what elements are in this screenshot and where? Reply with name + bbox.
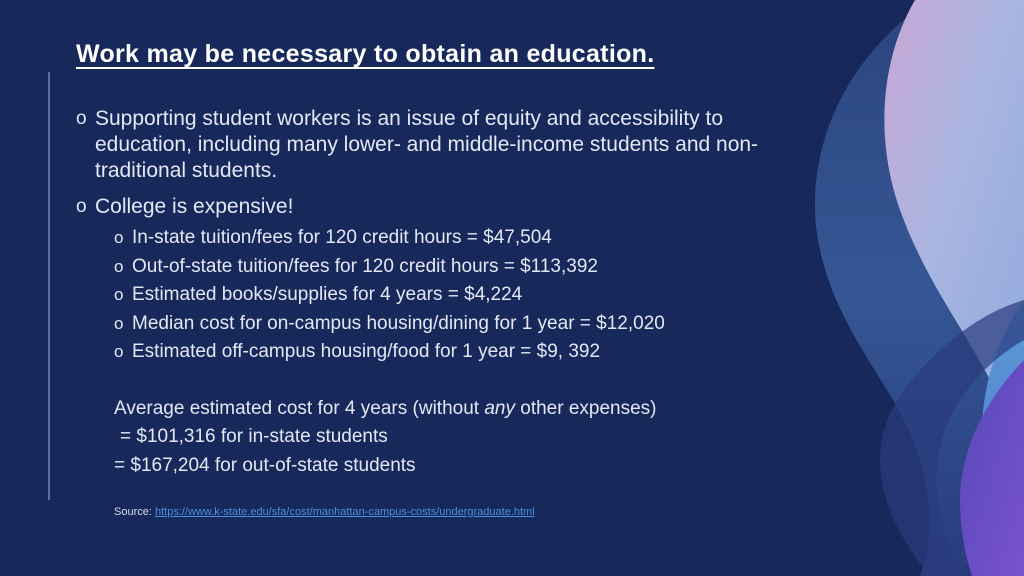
cost-summary [76,395,776,481]
cost-item-text: Estimated books/supplies for 4 years = $4,224 [132,284,523,305]
sub-bullet-marker: o [114,256,124,276]
cost-item-oncampus-housing [114,310,776,339]
cost-item-text: Out-of-state tuition/fees for 120 credit hours = $113,392 [132,255,598,277]
summary-line-average [114,395,776,424]
bullet-marker: o [76,196,87,217]
cost-item-text: In-state tuition/fees for 120 credit hours = $47,504 [132,227,552,248]
summary-text: Average estimated cost for 4 years (without [114,397,485,419]
cost-item-offcampus-housing [114,338,776,367]
summary-line-instate: = $101,316 for in-state students [120,426,388,447]
source-label: Source: [114,506,155,518]
summary-text: other expenses) [514,397,657,419]
summary-emphasis: any [484,397,515,419]
cost-item-outofstate-tuition [114,253,776,282]
cost-item-instate-tuition [114,224,776,253]
sub-bullet-marker: o [114,313,124,333]
bullet-text: Supporting student workers is an issue of equity and accessibility to education, including many lower- and middle-income students and non-traditional students. [95,107,759,182]
cost-item-text: Median cost for on-campus housing/dining for 1 year = $12,020 [132,312,665,334]
cost-item-text: Estimated off-campus housing/food for 1 year = $9, 392 [132,341,601,362]
bullet-text: College is expensive! [95,195,294,218]
slide-title: Work may be necessary to obtain an education. [76,40,655,68]
bullet-marker: o [76,108,87,129]
summary-line-outofstate: = $167,204 for out-of-state students [114,454,416,476]
source-link[interactable]: https://www.k-state.edu/sfa/cost/manhattan-campus-costs/undergraduate.html [154,506,535,518]
cost-item-books [114,281,776,310]
bullet-equity [76,106,776,184]
sub-bullet-marker: o [114,342,124,361]
slide-content [76,106,776,480]
bullet-expensive [76,194,776,220]
cost-list [76,224,776,367]
sub-bullet-marker: o [114,228,124,247]
source-citation [114,506,535,518]
accent-line [48,72,50,500]
sub-bullet-marker: o [114,285,124,304]
